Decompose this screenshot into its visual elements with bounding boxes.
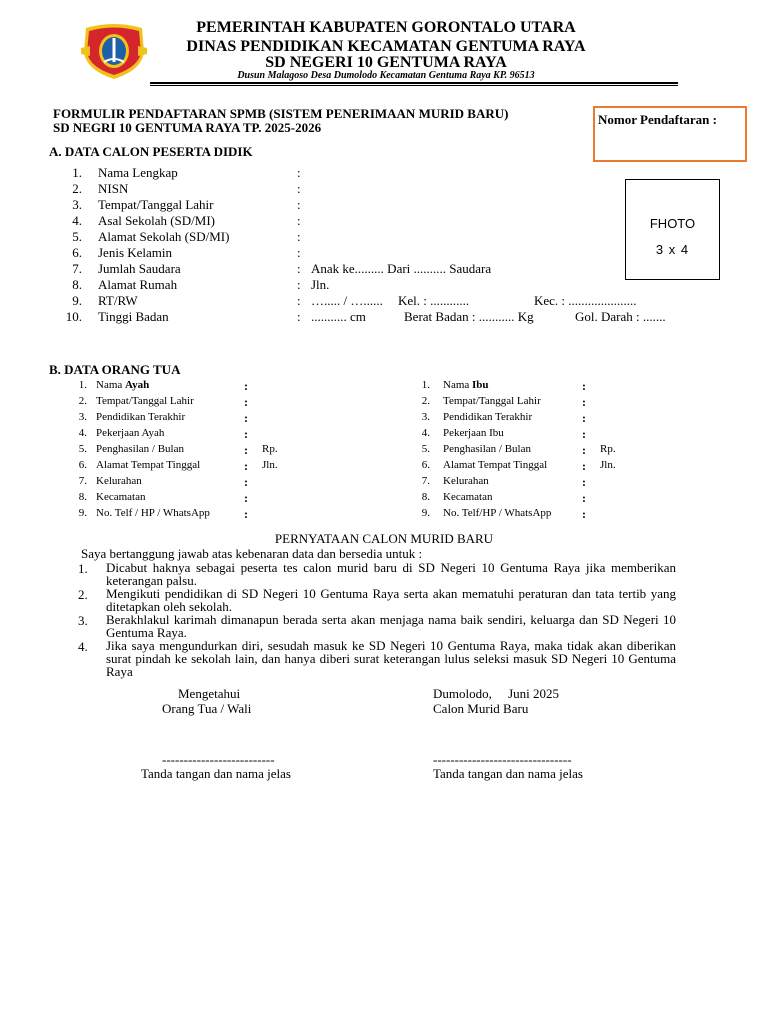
- row-label: Tempat/Tanggal Lahir: [98, 197, 214, 212]
- row-value: Jln.: [311, 277, 330, 292]
- row-label: [96, 427, 164, 439]
- row-label: Alamat Rumah: [98, 277, 178, 292]
- row-label: [443, 427, 504, 439]
- row-colon: :: [582, 443, 586, 457]
- row-number: 3.: [421, 411, 430, 423]
- row-label-text: Kelurahan: [443, 475, 489, 487]
- weight-field: Berat Badan : ........... Kg: [404, 309, 534, 324]
- row-colon: :: [244, 395, 248, 409]
- row-label: [96, 443, 184, 455]
- row-label: Alamat Sekolah (SD/MI): [98, 229, 230, 244]
- row-label-text: Alamat Tempat Tinggal: [443, 459, 548, 471]
- row-number: 7.: [421, 475, 430, 487]
- row-label-text: Pendidikan Terakhir: [443, 411, 533, 423]
- photo-box[interactable]: [625, 179, 720, 280]
- row-label-text: Kecamatan: [96, 491, 146, 503]
- student-signature-line[interactable]: --------------------------------: [433, 752, 572, 767]
- row-label-text: No. Telf/HP / WhatsApp: [443, 507, 552, 519]
- row-label: [96, 459, 200, 471]
- header-rule-thick: [150, 82, 678, 84]
- row-number: 10.: [65, 309, 82, 324]
- row-number: 4.: [78, 427, 87, 439]
- header-school: SD NEGERI 10 GENTUMA RAYA: [265, 54, 507, 71]
- row-value: Rp.: [262, 443, 278, 455]
- row-colon: :: [297, 213, 301, 228]
- row-label: [96, 411, 185, 423]
- row-label: [443, 475, 489, 487]
- row-colon: :: [297, 309, 301, 324]
- row-label: [96, 475, 142, 487]
- parent-signature-line[interactable]: --------------------------: [162, 752, 275, 767]
- row-number: 2.: [78, 395, 87, 407]
- row-label-text: Nama: [96, 379, 126, 391]
- row-label: Asal Sekolah (SD/MI): [98, 213, 215, 228]
- row-number: 2.: [421, 395, 430, 407]
- row-colon: :: [244, 507, 248, 521]
- row-label-bold: Ibu: [472, 379, 489, 391]
- row-number: 4.: [72, 213, 82, 228]
- row-label-text: Kecamatan: [443, 491, 493, 503]
- section-a-heading: A. DATA CALON PESERTA DIDIK: [49, 144, 253, 159]
- row-number: 9.: [78, 507, 87, 519]
- row-number: 5.: [78, 443, 87, 455]
- row-value: …..... / …......: [311, 293, 383, 308]
- row-colon: :: [297, 277, 301, 292]
- row-label: [96, 507, 210, 519]
- item-text: Jika saya mengundurkan diri, sesudah masuk ke SD Negeri 10 Gentuma Raya, maka tidak akan diberikan surat pindah ke sekolah lain, dan hanya diberi surat keterangan lulus seleksi masuk SD Negeri 10 Gentuma Raya: [106, 638, 676, 679]
- row-number: 7.: [72, 261, 82, 276]
- kelurahan-field: Kel. : ............: [398, 293, 470, 308]
- row-value: Jln.: [262, 459, 278, 471]
- row-number: 7.: [78, 475, 87, 487]
- row-number: 4.: [421, 427, 430, 439]
- row-colon: :: [297, 165, 301, 180]
- row-colon: :: [582, 395, 586, 409]
- registration-number-box[interactable]: [593, 106, 747, 162]
- acknowledged-label: Mengetahui: [178, 686, 241, 701]
- row-colon: :: [582, 411, 586, 425]
- row-label: [443, 459, 547, 471]
- row-colon: :: [582, 459, 586, 473]
- row-colon: :: [244, 491, 248, 505]
- row-number: 9.: [421, 507, 430, 519]
- row-number: 6.: [78, 459, 87, 471]
- row-colon: :: [297, 229, 301, 244]
- row-label: Jenis Kelamin: [98, 245, 173, 260]
- row-colon: :: [297, 245, 301, 260]
- row-label-text: Nama: [443, 379, 473, 391]
- row-number: 9.: [72, 293, 82, 308]
- row-label: [96, 395, 194, 407]
- row-label: [443, 411, 532, 423]
- row-colon: :: [297, 261, 301, 276]
- row-value: Rp.: [600, 443, 616, 455]
- header-department: DINAS PENDIDIKAN KECAMATAN GENTUMA RAYA: [186, 38, 586, 55]
- row-colon: :: [582, 507, 586, 521]
- parent-signature-caption: Tanda tangan dan nama jelas: [141, 766, 291, 781]
- item-number: 4.: [78, 639, 88, 654]
- row-number: 1.: [78, 379, 87, 391]
- form-subtitle: SD NEGRI 10 GENTUMA RAYA TP. 2025-2026: [53, 120, 322, 135]
- section-b-heading: B. DATA ORANG TUA: [49, 362, 181, 377]
- row-label-text: Pendidikan Terakhir: [96, 411, 186, 423]
- row-label-bold: Ayah: [125, 379, 150, 391]
- row-label-text: Pekerjaan Ayah: [96, 427, 165, 439]
- student-signature-caption: Tanda tangan dan nama jelas: [433, 766, 583, 781]
- kecamatan-field: Kec. : .....................: [534, 293, 637, 308]
- row-label: [96, 379, 149, 391]
- header-address: Dusun Malagoso Desa Dumolodo Kecamatan Gentuma Raya KP. 96513: [237, 70, 535, 81]
- header-rule-thin: [150, 85, 678, 86]
- row-number: 2.: [72, 181, 82, 196]
- item-text: Berakhlakul karimah dimanapun berada serta akan menjaga nama baik sendiri, keluarga dan SD Negeri 10 Gentuma Raya.: [106, 612, 676, 640]
- row-colon: :: [244, 459, 248, 473]
- row-number: 1.: [72, 165, 82, 180]
- row-number: 3.: [78, 411, 87, 423]
- parent-guardian-label: Orang Tua / Wali: [162, 701, 252, 716]
- item-text: Mengikuti pendidikan di SD Negeri 10 Gentuma Raya serta akan mematuhi peraturan dan tata tertib yang ditetapkan oleh sekolah.: [106, 586, 676, 614]
- row-number: 8.: [72, 277, 82, 292]
- photo-size: 3 x 4: [655, 242, 690, 257]
- row-label: [96, 491, 145, 503]
- row-label-text: Kelurahan: [96, 475, 142, 487]
- row-value: Anak ke......... Dari .......... Saudara: [311, 261, 492, 276]
- row-label-text: Tempat/Tanggal Lahir: [443, 395, 541, 407]
- statement-intro: Saya bertanggung jawab atas kebenaran data dan bersedia untuk :: [81, 546, 423, 561]
- row-colon: :: [297, 181, 301, 196]
- row-label: [443, 491, 492, 503]
- row-colon: :: [244, 443, 248, 457]
- row-colon: :: [582, 475, 586, 489]
- place-date-label: Dumolodo, Juni 2025: [433, 686, 560, 701]
- row-colon: :: [297, 197, 301, 212]
- row-label: Jumlah Saudara: [98, 261, 181, 276]
- row-number: 3.: [72, 197, 82, 212]
- row-label: [443, 507, 551, 519]
- statement-title: PERNYATAAN CALON MURID BARU: [274, 531, 494, 546]
- row-number: 6.: [421, 459, 430, 471]
- row-label-text: No. Telf / HP / WhatsApp: [96, 507, 210, 519]
- row-value: Jln.: [600, 459, 616, 471]
- row-label: Tinggi Badan: [98, 309, 169, 324]
- registration-number-label: Nomor Pendaftaran :: [598, 112, 717, 127]
- row-label-text: Pekerjaan Ibu: [443, 427, 504, 439]
- header-government: PEMERINTAH KABUPATEN GORONTALO UTARA: [196, 19, 576, 36]
- row-label: Nama Lengkap: [98, 165, 178, 180]
- row-label-text: Tempat/Tanggal Lahir: [96, 395, 194, 407]
- item-text: Dicabut haknya sebagai peserta tes calon murid baru di SD Negeri 10 Gentuma Raya jika memberikan keterangan palsu.: [106, 560, 676, 588]
- student-label: Calon Murid Baru: [433, 701, 529, 716]
- item-number: 2.: [78, 587, 88, 602]
- row-label-text: Alamat Tempat Tinggal: [96, 459, 201, 471]
- row-value: ........... cm: [311, 309, 366, 324]
- row-number: 6.: [72, 245, 82, 260]
- row-label: [443, 395, 541, 407]
- item-number: 3.: [78, 613, 88, 628]
- row-number: 8.: [421, 491, 430, 503]
- form-title: FORMULIR PENDAFTARAN SPMB (SISTEM PENERIMAAN MURID BARU): [53, 106, 509, 121]
- row-label-text: Penghasilan / Bulan: [96, 443, 184, 455]
- row-colon: :: [244, 411, 248, 425]
- row-label: RT/RW: [98, 293, 138, 308]
- row-label-text: Penghasilan / Bulan: [443, 443, 531, 455]
- row-colon: :: [582, 427, 586, 441]
- row-label: NISN: [98, 181, 129, 196]
- row-colon: :: [244, 427, 248, 441]
- row-number: 1.: [421, 379, 430, 391]
- item-number: 1.: [78, 561, 88, 576]
- row-colon: :: [582, 379, 586, 393]
- row-number: 8.: [78, 491, 87, 503]
- row-label: [443, 443, 531, 455]
- row-colon: :: [582, 491, 586, 505]
- row-number: 5.: [72, 229, 82, 244]
- photo-label: FHOTO: [649, 216, 696, 231]
- row-label: [443, 379, 489, 391]
- row-colon: :: [244, 379, 248, 393]
- row-colon: :: [297, 293, 301, 308]
- row-colon: :: [244, 475, 248, 489]
- row-number: 5.: [421, 443, 430, 455]
- blood-type-field: Gol. Darah : .......: [575, 309, 666, 324]
